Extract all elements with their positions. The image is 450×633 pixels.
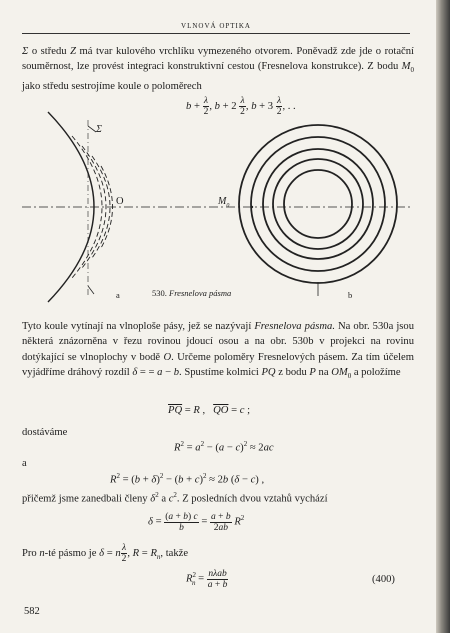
zone-circle-2 — [273, 159, 363, 249]
fresnel-zones-projection — [239, 125, 397, 283]
equation-delta: δ = $\frac{(a + b) c}{b}$ = $\frac{a + b}{2ab}$ $R^2$ — [148, 511, 245, 533]
edge-mark-bottom — [88, 286, 94, 294]
label-M0: $M_0$ — [218, 196, 230, 209]
page-edge — [436, 0, 450, 633]
equation-rn2: $R^2_n$ = $\frac{\text{nλab}}{a + b}$ — [186, 568, 228, 590]
paragraph-neglect: přičemž jsme zanedbali členy $\delta^2$ a $c^2$. Z posledních dvou vztahů vychází — [22, 491, 328, 505]
equation-radii: b + $\frac{\lambda}{2}$ , b + 2 $\frac{\lambda}{2}$ , b + 3 $\frac{\lambda}{2}$ , . . — [186, 96, 296, 117]
equation-number: (400) — [372, 574, 395, 585]
word-dostavame: dostáváme — [22, 427, 68, 438]
equation-r2-first: $R^2 = a^2 - (a - c)^2 \approx 2ac$ — [174, 440, 274, 454]
wavefront-sigma — [48, 112, 94, 302]
label-O: O — [116, 196, 124, 207]
caption-text: Fresnelova pásma — [169, 288, 232, 298]
label-sigma: Σ — [96, 124, 102, 135]
paragraph-nth-zone: Pro n-té pásmo je δ = n $\frac{\lambda}{2}$ , $R = R_n$, takže — [22, 543, 189, 564]
paragraph-intro: Σ o středu Z má tvar kulového vrchlíku vymezeného otvorem. Poněvadž zde jde o rotační souměrnost, lze provést integraci konstruktivní cestou (Fresnelova konstrukce). Z bodu $M_0$ jako středu sestrojíme koule o poloměrech — [22, 46, 414, 92]
label-a: a — [116, 290, 120, 300]
edge-mark-top — [88, 126, 96, 132]
caption-number: 530. — [152, 288, 167, 298]
zone-circle-1 — [284, 170, 352, 238]
paragraph-zones: Tyto koule vytínají na vlnoploše pásy, jež se nazývají Fresnelova pásma. Na obr. 530a jsou některá znázorněna v řezu rovinou jdoucí osou a na obr. 530b v projekci na rovinu dotýkající se vlnoplochy v bodě O. Určeme poloměry Fresnelových pásem. Za tím účelem vyjádříme dráhový rozdíl δ = = a − b. Spustíme kolmici PQ z bodu P na $OM_0$ a položíme — [22, 321, 414, 380]
page-number: 582 — [24, 606, 40, 617]
figure-caption — [152, 288, 231, 298]
equation-r2-second: $R^2 = (b + \delta)^2 - (b + c)^2 \approx 2b$ (δ − c) , — [110, 472, 265, 486]
label-b: b — [348, 290, 353, 300]
zone-circle-4 — [251, 137, 385, 271]
equation-pq-qo: $\overline{PQ} = R$ , $\overline{QO} = c$ ; — [168, 405, 251, 416]
word-a: a — [22, 458, 27, 469]
zone-circle-3 — [263, 149, 373, 259]
running-header: VLNOVÁ OPTIKA — [22, 22, 410, 34]
